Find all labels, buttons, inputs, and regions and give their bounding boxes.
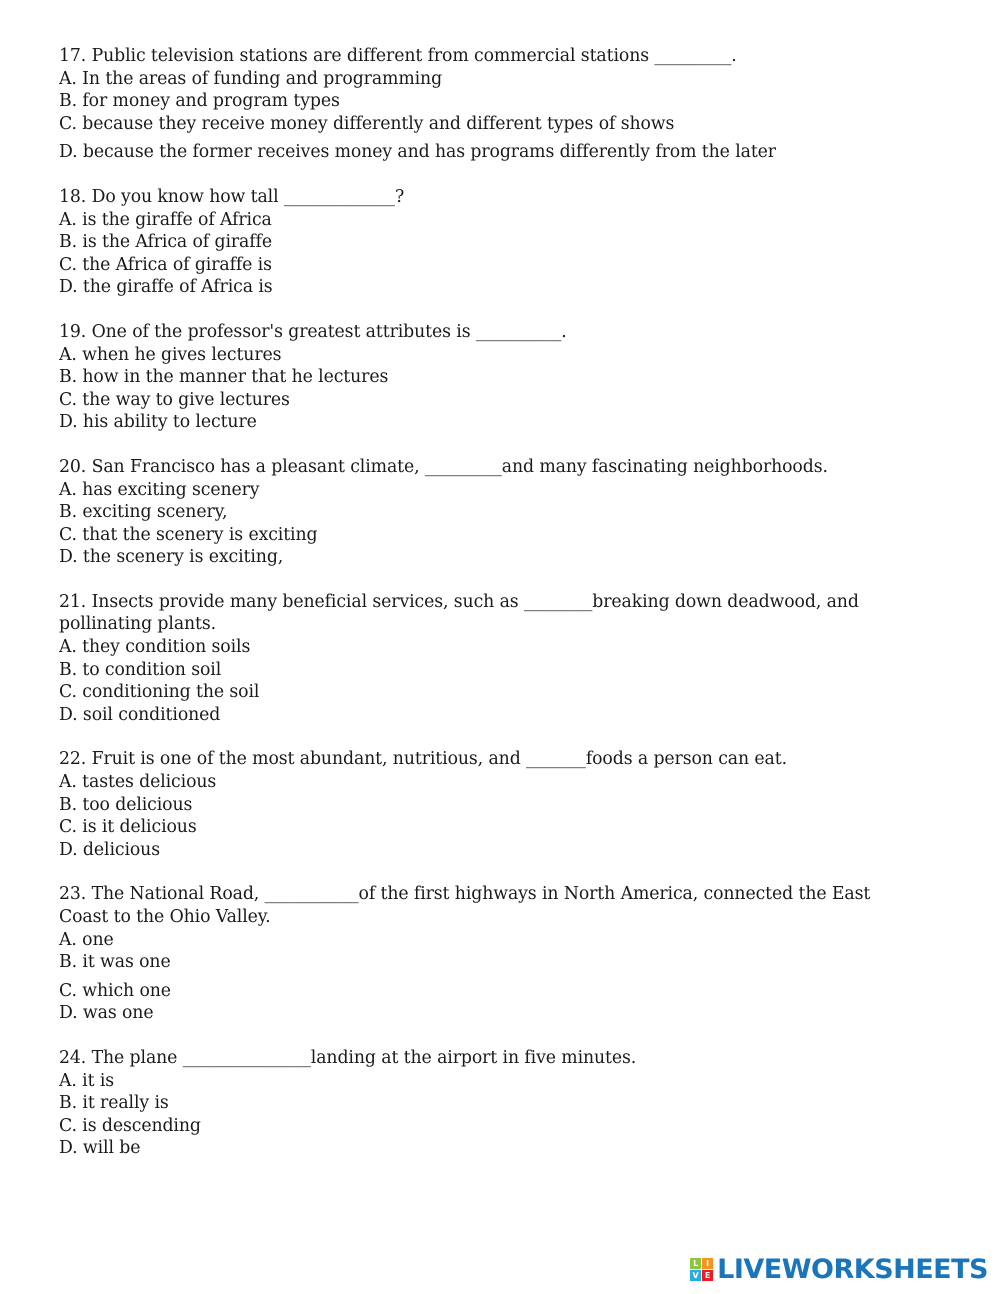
answer-option-d: D. delicious bbox=[59, 839, 160, 860]
answer-option-b: B. for money and program types bbox=[59, 91, 340, 112]
answer-option-a: A. is the giraffe of Africa bbox=[59, 209, 272, 230]
question-stem: Coast to the Ohio Valley. bbox=[59, 907, 271, 927]
answer-option-a: A. has exciting scenery bbox=[59, 479, 260, 500]
answer-option-b: B. it was one bbox=[59, 952, 171, 973]
answer-option-c: C. which one bbox=[59, 980, 171, 1001]
answer-option-a: A. one bbox=[59, 929, 114, 950]
question-stem: 19. One of the professor's greatest attributes is __________. bbox=[59, 321, 567, 342]
question-18 bbox=[59, 186, 959, 299]
question-17 bbox=[59, 45, 959, 164]
question-stem: 21. Insects provide many beneficial services, such as ________breaking down deadwood, and bbox=[59, 591, 859, 612]
logo-mark-tile: V bbox=[690, 1270, 701, 1281]
answer-option-c: C. because they receive money differently and different types of shows bbox=[59, 113, 675, 134]
answer-option-a: A. it is bbox=[59, 1070, 115, 1091]
logo-mark-tile: I bbox=[702, 1258, 713, 1269]
question-stem: 18. Do you know how tall _____________? bbox=[59, 186, 405, 207]
answer-option-d: D. the scenery is exciting, bbox=[59, 547, 284, 568]
question-19 bbox=[59, 321, 959, 434]
logo-mark-icon bbox=[690, 1258, 713, 1281]
question-stem: 24. The plane _______________landing at the airport in five minutes. bbox=[59, 1047, 637, 1068]
liveworksheets-logo bbox=[690, 1252, 988, 1286]
answer-option-a: A. tastes delicious bbox=[59, 772, 217, 793]
answer-option-a: A. they condition soils bbox=[59, 637, 251, 658]
answer-option-d: D. because the former receives money and has programs differently from the later bbox=[59, 142, 776, 163]
answer-option-c: C. that the scenery is exciting bbox=[59, 524, 318, 545]
answer-option-c: C. the way to give lectures bbox=[59, 389, 290, 410]
answer-option-b: B. how in the manner that he lectures bbox=[59, 367, 389, 388]
answer-option-d: D. soil conditioned bbox=[59, 704, 221, 725]
answer-option-a: A. In the areas of funding and programming bbox=[59, 68, 443, 89]
logo-mark-tile: E bbox=[702, 1270, 713, 1281]
answer-option-b: B. it really is bbox=[59, 1093, 169, 1114]
question-21 bbox=[59, 591, 959, 727]
answer-option-c: C. the Africa of giraffe is bbox=[59, 254, 272, 275]
question-23 bbox=[59, 883, 959, 1025]
question-24 bbox=[59, 1047, 959, 1160]
answer-option-d: D. was one bbox=[59, 1003, 154, 1024]
question-22 bbox=[59, 748, 959, 861]
answer-option-b: B. to condition soil bbox=[59, 659, 222, 680]
answer-option-c: C. is descending bbox=[59, 1115, 201, 1136]
answer-option-d: D. the giraffe of Africa is bbox=[59, 277, 273, 298]
answer-option-c: C. conditioning the soil bbox=[59, 682, 260, 703]
answer-option-c: C. is it delicious bbox=[59, 817, 197, 838]
question-stem: 17. Public television stations are different from commercial stations _________. bbox=[59, 46, 737, 66]
question-stem: 23. The National Road, ___________of the first highways in North America, connected the East bbox=[59, 884, 871, 905]
logo-text: LIVEWORKSHEETS bbox=[717, 1253, 988, 1285]
question-20 bbox=[59, 456, 959, 569]
question-stem: 20. San Francisco has a pleasant climate, _________and many fascinating neighborhoods. bbox=[59, 456, 828, 477]
logo-mark-tile: L bbox=[690, 1258, 701, 1269]
answer-option-a: A. when he gives lectures bbox=[59, 344, 282, 365]
worksheet-page bbox=[59, 45, 959, 1182]
answer-option-b: B. exciting scenery, bbox=[59, 502, 228, 523]
answer-option-b: B. is the Africa of giraffe bbox=[59, 232, 272, 253]
answer-option-b: B. too delicious bbox=[59, 794, 193, 815]
answer-option-d: D. his ability to lecture bbox=[59, 412, 257, 433]
answer-option-d: D. will be bbox=[59, 1138, 141, 1159]
question-stem: 22. Fruit is one of the most abundant, nutritious, and _______foods a person can eat. bbox=[59, 749, 787, 770]
question-stem: pollinating plants. bbox=[59, 614, 217, 635]
